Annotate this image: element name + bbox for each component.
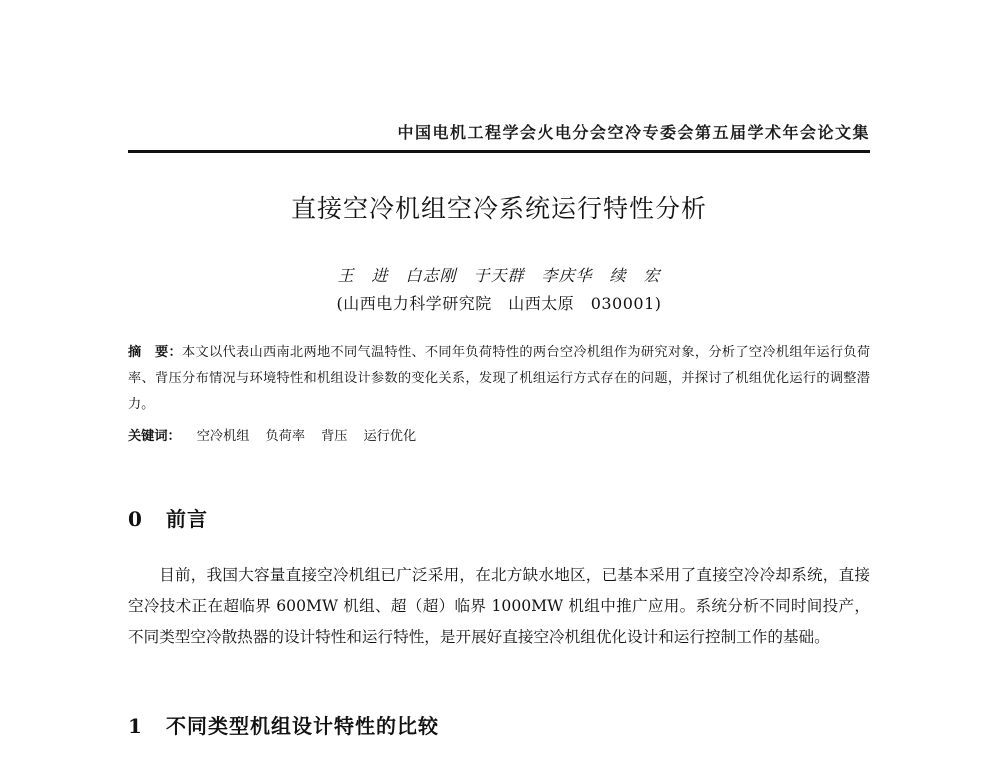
section-number: 0: [128, 507, 143, 531]
header-rule: [128, 150, 870, 153]
abstract: [128, 340, 870, 418]
keywords-label: 关键词：: [128, 429, 181, 444]
keyword: 负荷率: [265, 429, 306, 444]
body-paragraph: 目前，我国大容量直接空冷机组已广泛采用，在北方缺水地区，已基本采用了直接空冷冷却系统，直接空冷技术正在超临界 600MW 机组、超（超）临界 1000MW 机组中推广应用。系统分析不同时间投产，不同类型空冷散热器的设计特性和运行特性，是开展好直接空冷机组优化设计和运行控制工作的基础。: [128, 566, 870, 646]
keywords: [128, 425, 870, 449]
section-title: 不同类型机组设计特性的比较: [166, 714, 439, 738]
abstract-label: 摘 要：: [128, 345, 182, 360]
section-number: 1: [128, 714, 143, 738]
authors: 王 进 白志刚 于天群 李庆华 续 宏: [337, 266, 661, 285]
keyword: 背压: [321, 429, 348, 444]
section-title: 前言: [166, 507, 208, 531]
section-heading-0: [128, 503, 870, 532]
abstract-text: 本文以代表山西南北两地不同气温特性、不同年负荷特性的两台空冷机组作为研究对象，分析了空冷机组年运行负荷率、背压分布情况与环境特性和机组设计参数的变化关系，发现了机组运行方式存在的问题，并探讨了机组优化运行的调整潜力。: [128, 345, 871, 412]
section-heading-1: [128, 710, 870, 739]
keyword: 空冷机组: [196, 429, 250, 444]
running-header: 中国电机工程学会火电分会空冷专委会第五届学术年会论文集: [397, 123, 870, 142]
affiliation: (山西电力科学研究院 山西太原 030001): [336, 294, 662, 313]
keyword: 运行优化: [363, 429, 417, 444]
paper-title: 直接空冷机组空冷系统运行特性分析: [290, 194, 707, 223]
